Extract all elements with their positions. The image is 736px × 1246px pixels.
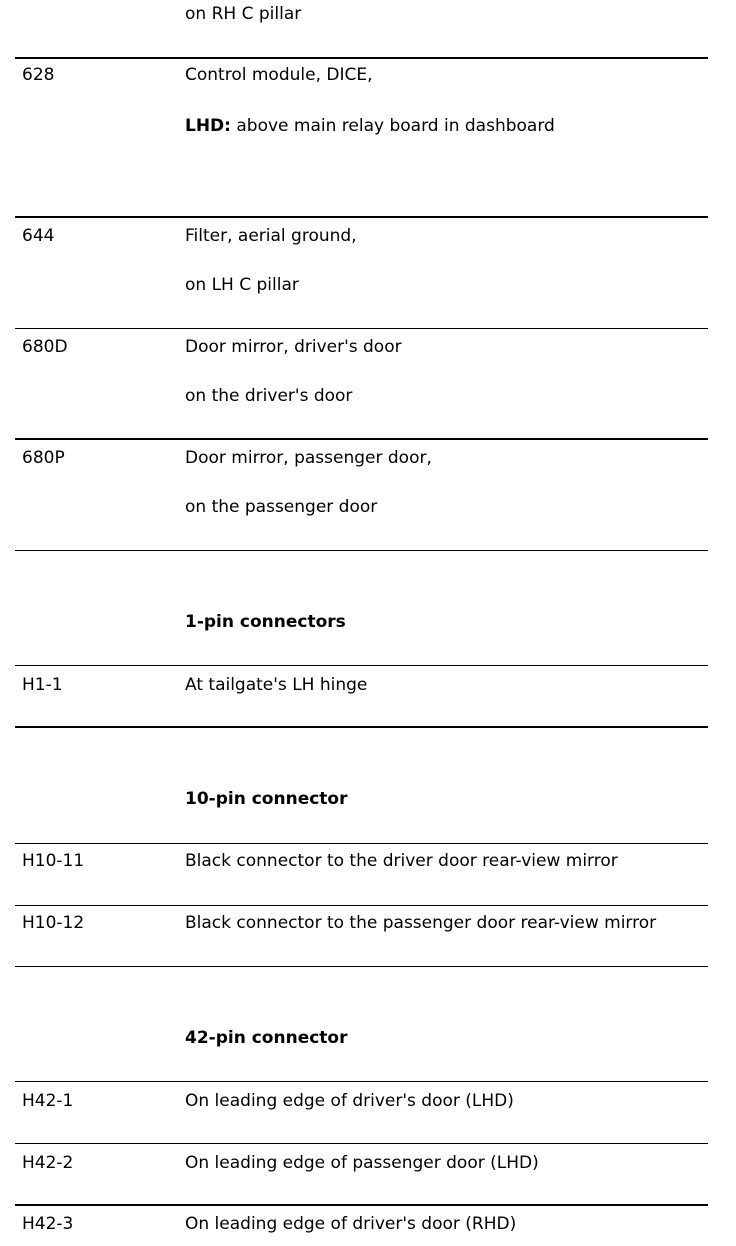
row-divider [15, 438, 708, 440]
row-desc: Black connector to the passenger door rear-view mirror [185, 913, 657, 933]
row-code: H42-1 [22, 1091, 74, 1111]
row-code: H42-2 [22, 1153, 74, 1173]
row-divider [15, 550, 708, 551]
row-code: H10-12 [22, 913, 85, 933]
row-code: 680P [22, 448, 65, 468]
row-desc: Control module, DICE, [185, 65, 373, 85]
row-code: H1-1 [22, 675, 63, 695]
row-desc-location: on LH C pillar [185, 275, 299, 295]
row-divider [15, 1143, 708, 1144]
section-heading: 10-pin connector [185, 789, 348, 809]
row-desc: Black connector to the driver door rear-view mirror [185, 851, 618, 871]
row-desc-location: on the passenger door [185, 497, 378, 517]
row-divider [15, 1081, 708, 1082]
lhd-location-text: above main relay board in dashboard [230, 116, 555, 136]
row-divider [15, 905, 708, 906]
row-divider [15, 57, 708, 59]
row-divider [15, 843, 708, 844]
row-desc: On leading edge of driver's door (LHD) [185, 1091, 514, 1111]
row-desc: On leading edge of passenger door (LHD) [185, 1153, 539, 1173]
row-code: 644 [22, 226, 55, 246]
lhd-label: LHD: [185, 116, 231, 136]
row-code: H10-11 [22, 851, 85, 871]
section-heading: 1-pin connectors [185, 612, 346, 632]
row-code: H42-3 [22, 1214, 74, 1234]
row-desc: Door mirror, driver's door [185, 337, 402, 357]
row-divider [15, 966, 708, 967]
row-divider [15, 665, 708, 666]
row-desc-continued: on RH C pillar [185, 4, 302, 24]
row-divider [15, 1204, 708, 1206]
row-desc: On leading edge of driver's door (RHD) [185, 1214, 517, 1234]
row-desc-location [185, 116, 555, 136]
row-code: 628 [22, 65, 55, 85]
row-code: 680D [22, 337, 68, 357]
row-divider [15, 328, 708, 329]
row-divider [15, 726, 708, 728]
row-divider [15, 216, 708, 218]
section-heading: 42-pin connector [185, 1028, 348, 1048]
row-desc-location: on the driver's door [185, 386, 353, 406]
row-desc: At tailgate's LH hinge [185, 675, 368, 695]
row-desc: Filter, aerial ground, [185, 226, 357, 246]
row-desc: Door mirror, passenger door, [185, 448, 432, 468]
